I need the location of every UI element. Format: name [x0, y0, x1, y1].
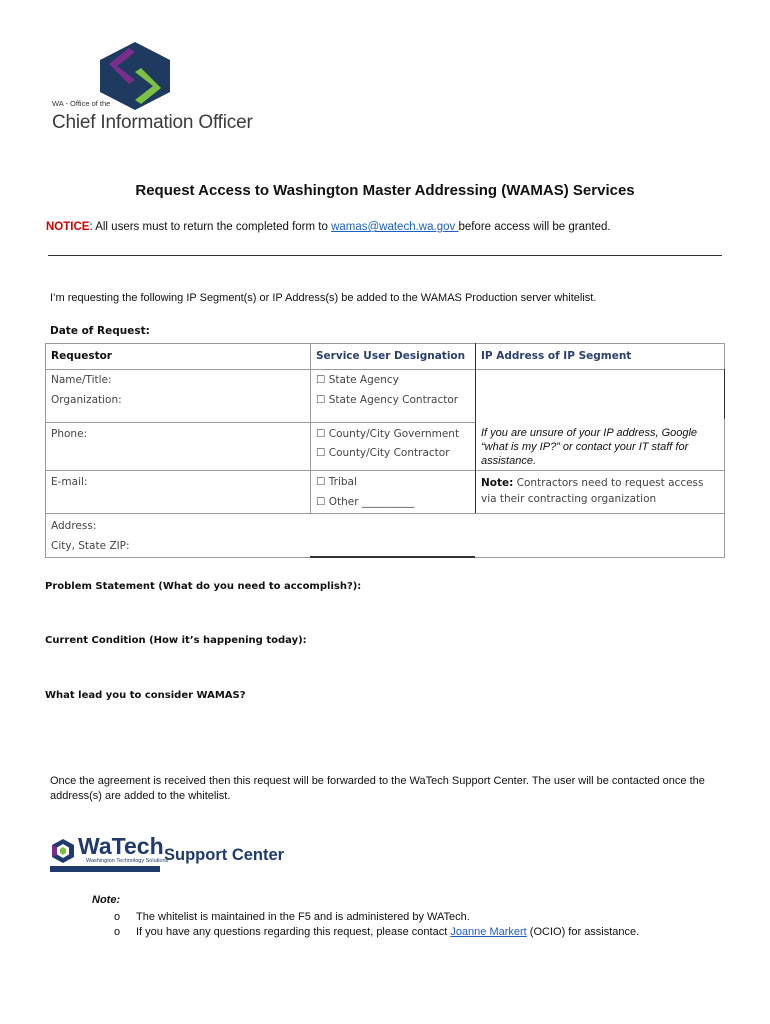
closing-statement: Once the agreement is received then this request will be forwarded to the WaTech Support Center. The user will be contacted once the address(s) are added to the whitelist. [50, 775, 705, 802]
table-header-rule [45, 369, 725, 370]
notice-text-after: before access will be granted. [458, 221, 611, 233]
note-title: Note: [92, 894, 121, 906]
watech-hexagon-icon [50, 838, 76, 864]
table-col-rule [310, 343, 311, 513]
contact-link[interactable]: Joanne Markert [450, 926, 527, 938]
note-bullet-2 [136, 926, 639, 938]
header-requestor: Requestor [51, 350, 112, 362]
table-border-top [45, 343, 725, 344]
city-state-zip-field[interactable]: City, State ZIP: [51, 540, 130, 552]
ocio-logo-small-text: WA - Office of the [52, 99, 111, 108]
address-field[interactable]: Address: [51, 520, 97, 532]
table-row-rule [45, 422, 310, 423]
option-tribal[interactable]: ☐ Tribal [316, 476, 357, 488]
table-row-rule [310, 556, 475, 558]
contractor-note-text: Contractors need to request access via their contracting organization [481, 477, 704, 505]
watech-logo [50, 833, 310, 876]
option-state-agency[interactable]: ☐ State Agency [316, 374, 399, 386]
table-row-rule [45, 513, 725, 514]
header-service-user-designation: Service User Designation [316, 350, 466, 362]
watech-tagline: Washington Technology Solutions [86, 858, 169, 864]
bullet-marker: o [114, 926, 121, 938]
option-other[interactable]: ☐ Other __________ [316, 496, 415, 508]
table-border-left [45, 343, 46, 558]
option-state-agency-contractor[interactable]: ☐ State Agency Contractor [316, 394, 459, 406]
bullet-marker: o [114, 911, 121, 923]
organization-field[interactable]: Organization: [51, 394, 122, 406]
email-field[interactable]: E-mail: [51, 476, 88, 488]
contractor-note [481, 475, 719, 507]
ocio-logo-name: Chief Information Officer [52, 112, 253, 133]
page-title: Request Access to Washington Master Addressing (WAMAS) Services [135, 182, 635, 199]
option-county-city-government[interactable]: ☐ County/City Government [316, 428, 460, 440]
contractor-note-label: Note: [481, 477, 514, 489]
header-ip-address: IP Address of IP Segment [481, 350, 632, 362]
notice-label: NOTICE [46, 221, 90, 233]
table-row-rule [475, 470, 725, 471]
date-of-request-label: Date of Request: [50, 325, 150, 337]
notice-text-before: : All users must to return the completed form to [89, 221, 332, 233]
note-bullet-2-after: (OCIO) for assistance. [526, 926, 640, 938]
request-table [45, 343, 725, 558]
note-bullet-1: The whitelist is maintained in the F5 and is administered by WATech. [136, 911, 470, 923]
ip-help-text: If you are unsure of your IP address, Google “what is my IP?” or contact your IT staff for assistance. [481, 427, 698, 467]
table-row-rule [45, 470, 475, 471]
watech-support-center: Support Center [164, 846, 285, 864]
requesting-statement: I’m requesting the following IP Segment(s) or IP Address(s) be added to the WAMAS Production server whitelist. [50, 292, 597, 304]
table-col-rule [475, 343, 476, 513]
problem-statement-label: Problem Statement (What do you need to accomplish?): [45, 581, 362, 592]
table-row-rule [310, 422, 475, 423]
current-condition-label: Current Condition (How it’s happening today): [45, 635, 307, 646]
name-title-field[interactable]: Name/Title: [51, 374, 112, 386]
table-border-right [724, 369, 725, 419]
note-bullet-2-before: If you have any questions regarding this request, please contact [136, 926, 451, 938]
email-link[interactable]: wamas@watech.wa.gov [331, 221, 459, 233]
phone-field[interactable]: Phone: [51, 428, 88, 440]
divider [48, 255, 722, 256]
option-county-city-contractor[interactable]: ☐ County/City Contractor [316, 447, 450, 459]
watech-logo-bar [50, 866, 160, 872]
notice [46, 221, 611, 233]
watech-brand: WaTech [78, 833, 164, 859]
what-lead-label: What lead you to consider WAMAS? [45, 690, 246, 701]
